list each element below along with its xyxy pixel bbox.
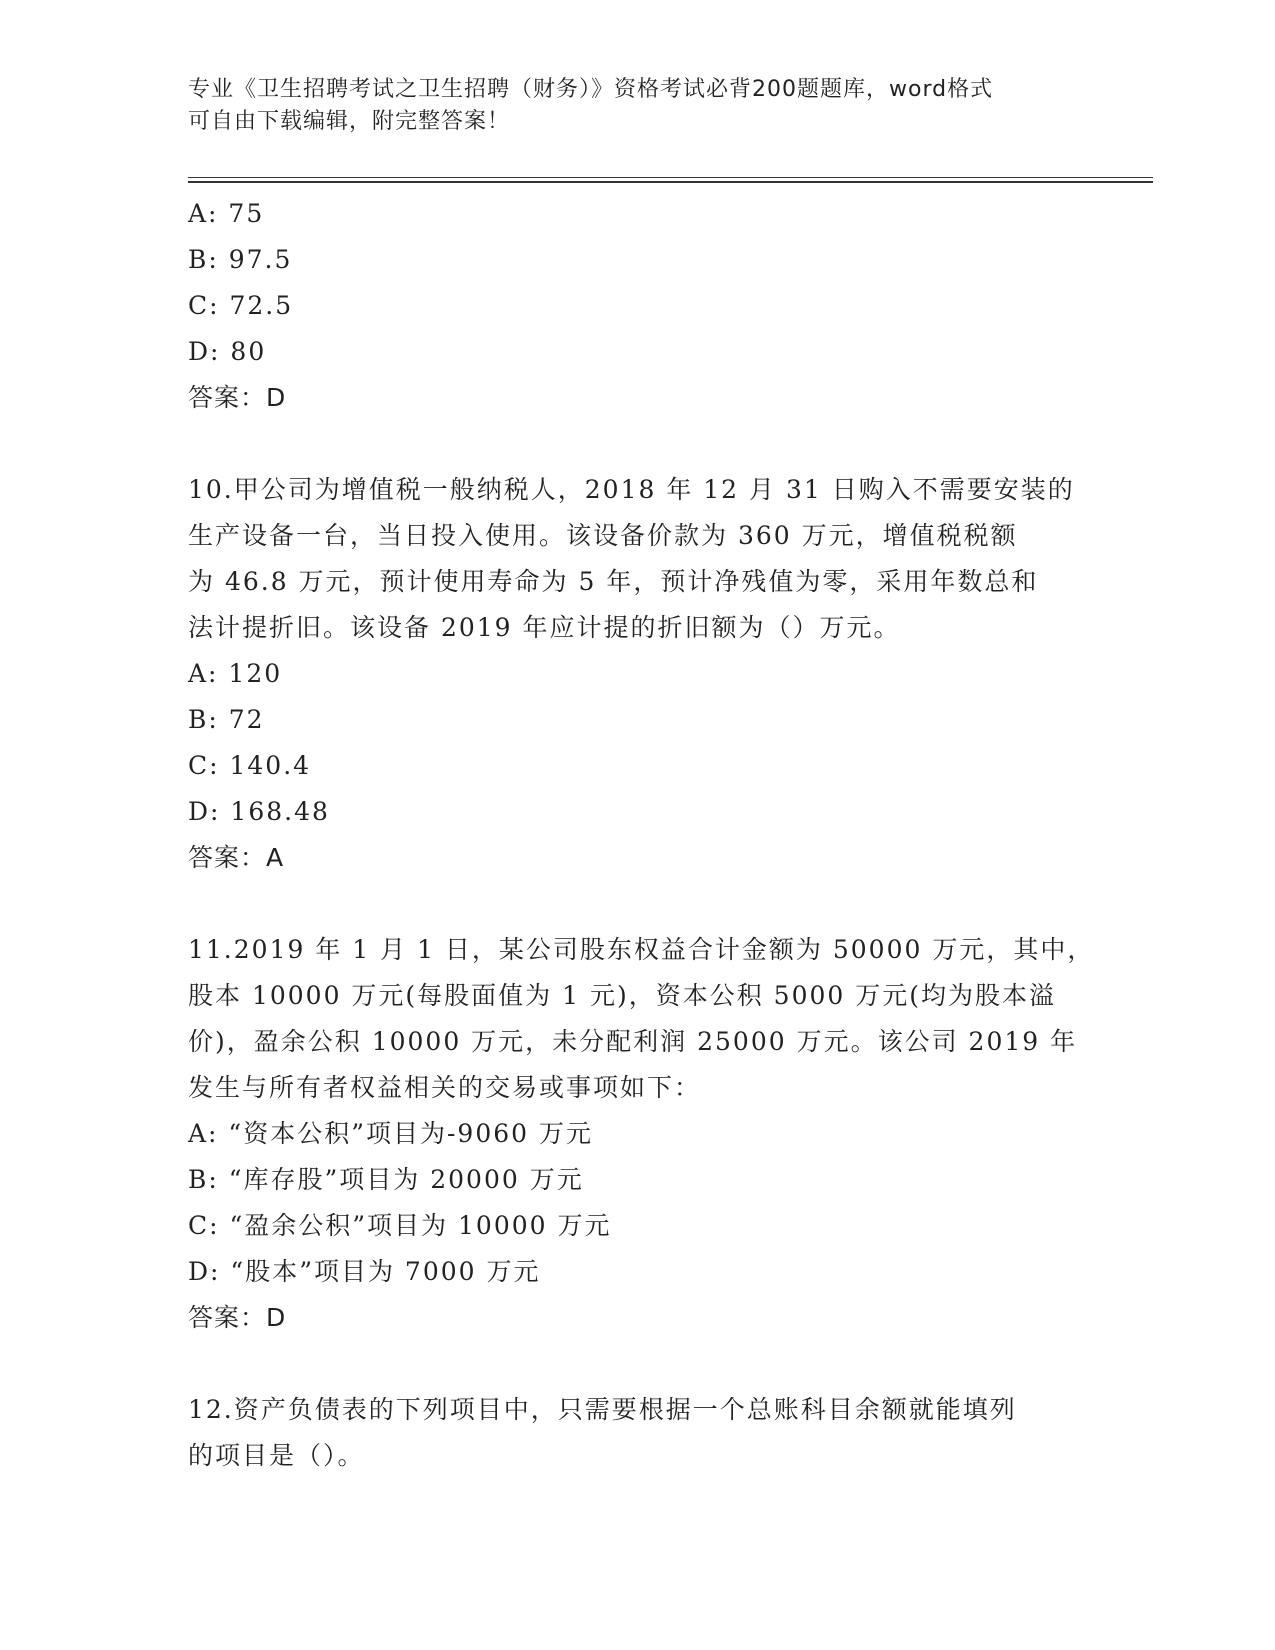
question-10: [188, 467, 1088, 881]
question-text-line: 股本 10000 万元(每股面值为 1 元)，资本公积 5000 万元(均为股本溢: [188, 981, 1057, 1010]
header-divider-thin: [188, 177, 1153, 178]
option-b: B: 97.5: [188, 245, 293, 274]
question-text-line: 10.甲公司为增值税一般纳税人，2018 年 12 月 31 日购入不需要安装的: [188, 475, 1075, 504]
question-gap: [188, 1341, 1088, 1387]
option-c: C: 72.5: [188, 291, 294, 320]
option-d: D: “股本”项目为 7000 万元: [188, 1257, 541, 1286]
question-list: [188, 191, 1095, 1479]
question-text-line: 11.2019 年 1 月 1 日，某公司股东权益合计金额为 50000 万元，其中，: [188, 935, 1095, 964]
document-header: [188, 74, 1088, 138]
answer-line: 答案：D: [188, 1303, 287, 1332]
question-12: [188, 1387, 1088, 1479]
answer-line: 答案：A: [188, 843, 285, 872]
question-text-line: 生产设备一台，当日投入使用。该设备价款为 360 万元，增值税税额: [188, 521, 1018, 550]
question-text-line: 价)，盈余公积 10000 万元，未分配利润 25000 万元。该公司 2019 年: [188, 1027, 1078, 1056]
question-gap: [188, 881, 1088, 927]
answer-line: 答案：D: [188, 383, 287, 412]
option-b: B: “库存股”项目为 20000 万元: [188, 1165, 584, 1194]
header-divider-thick: [188, 181, 1153, 183]
header-title-line-2: 可自由下载编辑，附完整答案！: [188, 109, 511, 134]
question-text-line: 为 46.8 万元，预计使用寿命为 5 年，预计净残值为零，采用年数总和: [188, 567, 1039, 596]
option-a: A: “资本公积”项目为-9060 万元: [188, 1119, 594, 1148]
question-text-line: 的项目是（）。: [188, 1441, 365, 1470]
option-b: B: 72: [188, 705, 265, 734]
question-text-line: 法计提折旧。该设备 2019 年应计提的折旧额为（）万元。: [188, 613, 901, 642]
option-c: C: “盈余公积”项目为 10000 万元: [188, 1211, 612, 1240]
question-11: [188, 927, 1095, 1341]
question-text-line: 12.资产负债表的下列项目中，只需要根据一个总账科目余额就能填列: [188, 1395, 1017, 1424]
option-c: C: 140.4: [188, 751, 312, 780]
option-a: A: 120: [188, 659, 283, 688]
question-text-line: 发生与所有者权益相关的交易或事项如下：: [188, 1073, 702, 1102]
question-gap: [188, 421, 1088, 467]
option-d: D: 168.48: [188, 797, 330, 826]
question-9: [188, 191, 1088, 421]
option-d: D: 80: [188, 337, 267, 366]
header-title-line-1: 专业《卫生招聘考试之卫生招聘（财务）》资格考试必背200题题库，word格式: [188, 77, 994, 102]
option-a: A: 75: [188, 199, 265, 228]
